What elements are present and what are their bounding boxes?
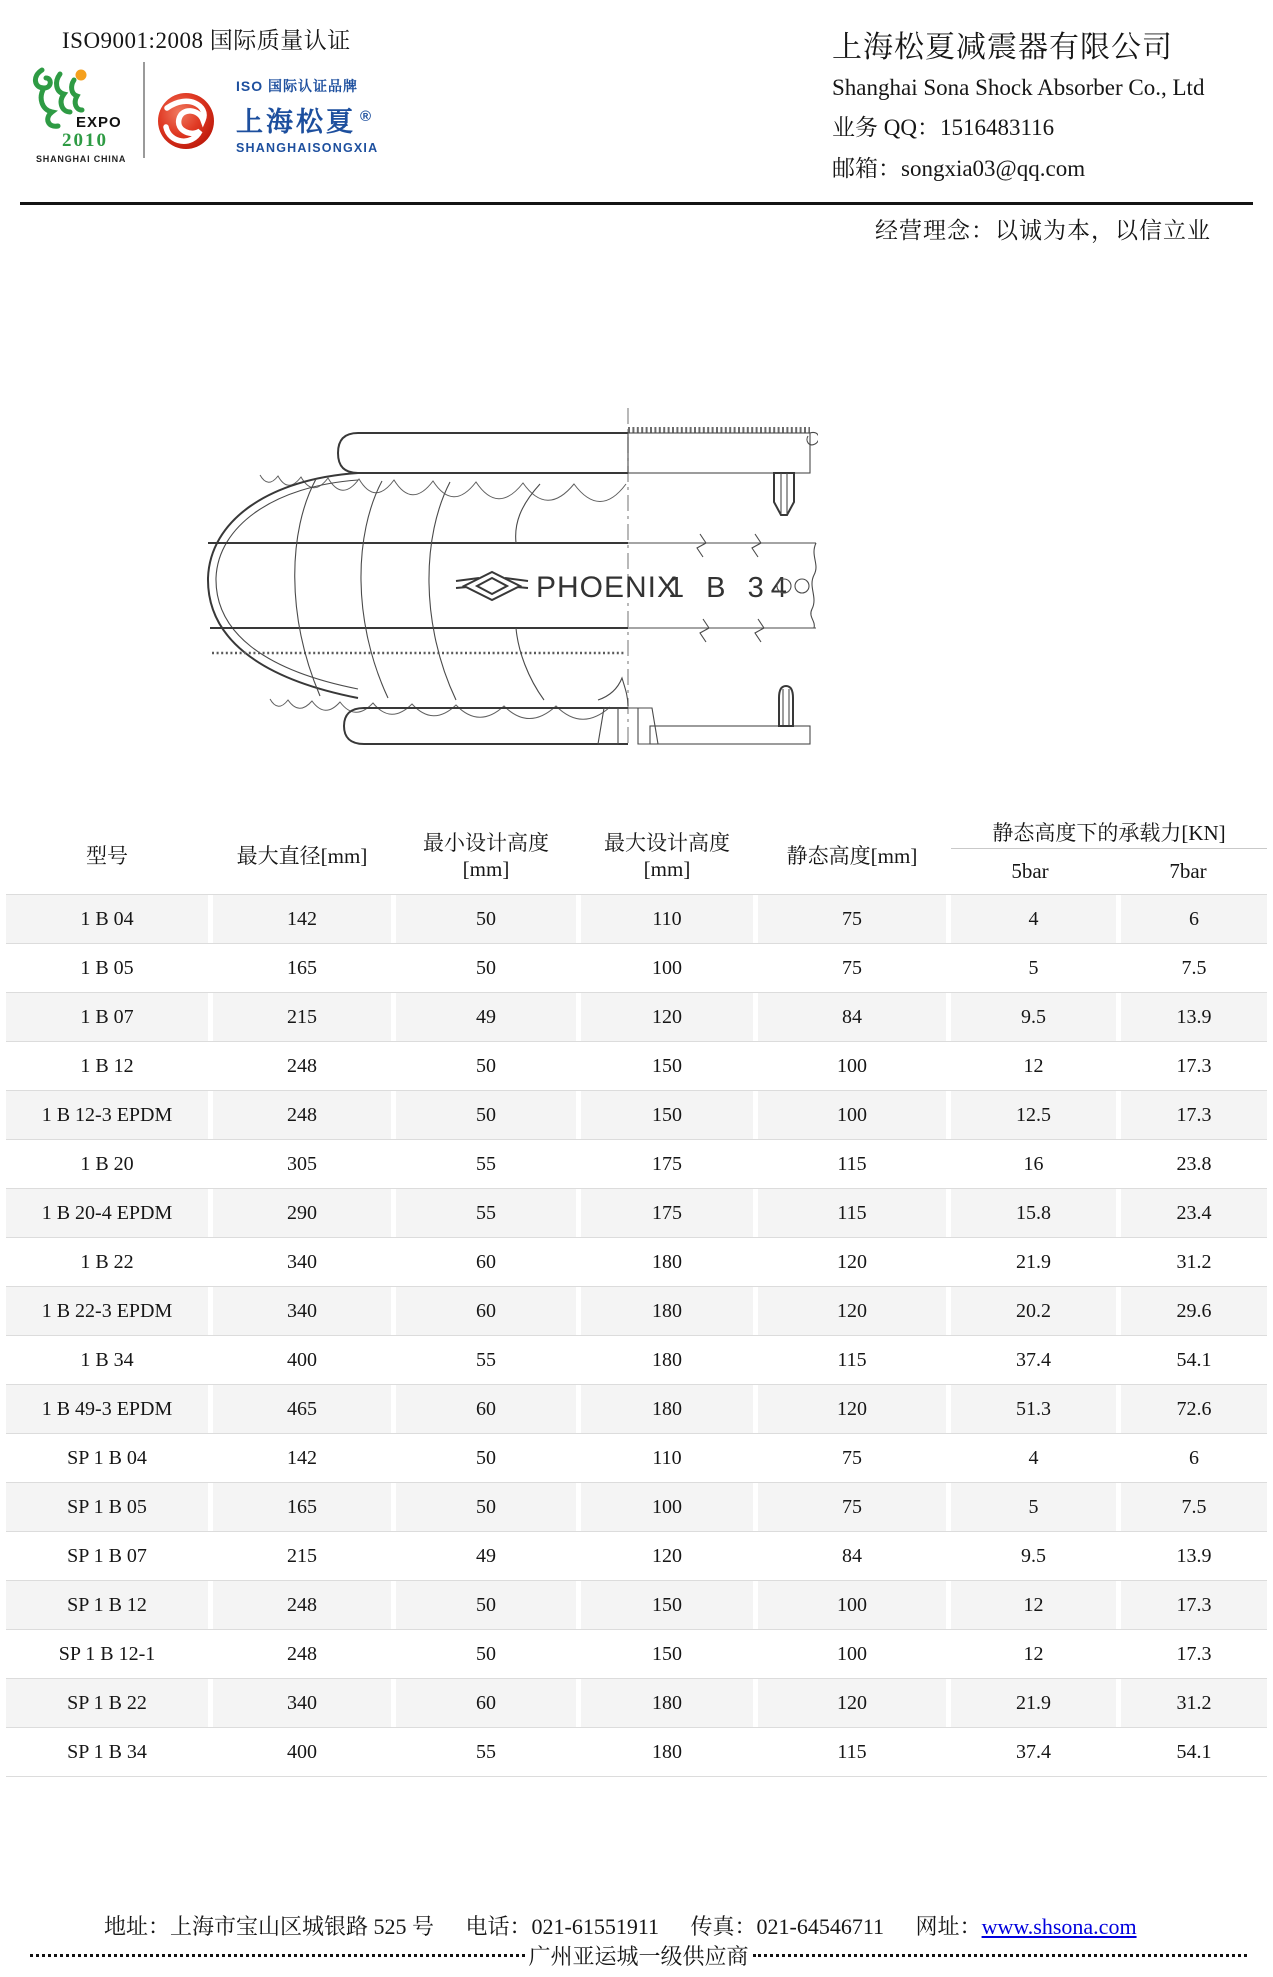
table-cell: 6: [1121, 895, 1267, 943]
header-min-line2: [mm]: [462, 857, 510, 881]
table-cell: 248: [287, 1055, 317, 1077]
table-row: [6, 943, 1267, 992]
table-cell: SP 1 B 07: [67, 1545, 147, 1567]
table-cell: 175: [652, 1153, 682, 1175]
table-body: [6, 894, 1267, 1777]
table-cell: 1 B 05: [80, 957, 134, 979]
registered-mark: ®: [360, 108, 372, 125]
table-cell: 400: [287, 1349, 317, 1371]
table-cell: 1 B 04: [6, 895, 208, 943]
table-cell: 50: [476, 957, 496, 979]
table-cell: 248: [213, 1581, 391, 1629]
table-row: [6, 1286, 1267, 1335]
table-cell: 1 B 20: [80, 1153, 134, 1175]
dotted-line-right: [753, 1954, 1248, 1957]
table-cell: 215: [287, 1545, 317, 1567]
table-cell: 120: [652, 1545, 682, 1567]
table-cell: 120: [758, 1287, 946, 1335]
table-cell: 51.3: [951, 1385, 1116, 1433]
expo-word: EXPO: [76, 114, 122, 131]
table-cell: 12: [1023, 1643, 1044, 1665]
table-cell: 100: [581, 1483, 753, 1531]
slogan-text: 经营理念：以诚为本，以信立业: [875, 218, 1211, 243]
table-cell: 21.9: [1016, 1251, 1051, 1273]
footer-fax: 传真：021-64546711: [690, 1914, 885, 1939]
table-cell: 180: [652, 1251, 682, 1273]
table-cell: 9.5: [1021, 1545, 1046, 1567]
table-cell: 6: [1189, 1447, 1199, 1469]
table-cell: 1 B 07: [6, 993, 208, 1041]
table-cell: 290: [213, 1189, 391, 1237]
table-cell: 75: [758, 1483, 946, 1531]
table-cell: 54.1: [1176, 1741, 1212, 1763]
table-cell: 120: [758, 1679, 946, 1727]
table-cell: 84: [842, 1545, 862, 1567]
table-row: [6, 1433, 1267, 1482]
table-cell: 400: [287, 1741, 317, 1763]
songxia-name-en: SHANGHAISONGXIA: [236, 141, 379, 155]
table-cell: 1 B 34: [80, 1349, 134, 1371]
table-cell: 49: [476, 1545, 496, 1567]
table-cell: 1 B 22-3 EPDM: [6, 1287, 208, 1335]
table-cell: SP 1 B 04: [67, 1447, 147, 1469]
table-cell: 100: [837, 1643, 867, 1665]
header-static-height: 静态高度[mm]: [786, 844, 918, 868]
table-cell: 180: [581, 1679, 753, 1727]
company-name-cn: 上海松夏减震器有限公司: [832, 31, 1173, 64]
table-cell: 7.5: [1181, 957, 1207, 979]
table-row: [6, 1482, 1267, 1531]
supplier-banner: [30, 1938, 1247, 1972]
table-cell: 150: [581, 1091, 753, 1139]
table-cell: 7.5: [1121, 1483, 1267, 1531]
expo-city: SHANGHAI CHINA: [36, 154, 127, 164]
table-cell: 17.3: [1121, 1091, 1267, 1139]
table-cell: 340: [213, 1287, 391, 1335]
table-cell: 50: [476, 1055, 496, 1077]
supplier-banner-text: 广州亚运城一级供应商: [528, 1943, 749, 1969]
table-cell: 13.9: [1121, 993, 1267, 1041]
table-cell: 17.3: [1121, 1581, 1267, 1629]
table-cell: 13.9: [1176, 1545, 1212, 1567]
table-cell: 1 B 49-3 EPDM: [6, 1385, 208, 1433]
table-cell: 165: [213, 1483, 391, 1531]
company-name-en: Shanghai Sona Shock Absorber Co., Ltd: [832, 75, 1205, 100]
table-cell: 165: [287, 957, 317, 979]
table-cell: 23.8: [1176, 1153, 1212, 1175]
company-qq: 业务 QQ：1516483116: [832, 115, 1055, 140]
table-cell: 1 B 12: [80, 1055, 134, 1077]
table-cell: 180: [652, 1349, 682, 1371]
table-cell: 60: [476, 1251, 496, 1273]
table-cell: 115: [758, 1189, 946, 1237]
footer-address: 地址：上海市宝山区城银路 525 号: [104, 1914, 435, 1939]
table-cell: 305: [287, 1153, 317, 1175]
table-cell: 49: [396, 993, 576, 1041]
footer-web-label: 网址：: [915, 1914, 982, 1939]
expo-year: 2010: [62, 130, 108, 151]
table-cell: 100: [758, 1581, 946, 1629]
table-row: [6, 1041, 1267, 1090]
iso-certification-text: ISO9001:2008 国际质量认证: [62, 28, 351, 53]
table-cell: 16: [1023, 1153, 1044, 1175]
table-cell: 120: [837, 1251, 867, 1273]
table-cell: 31.2: [1121, 1679, 1267, 1727]
phoenix-diamond-icon: [456, 572, 528, 600]
table-cell: 29.6: [1121, 1287, 1267, 1335]
songxia-name-text: 上海松夏: [236, 107, 356, 137]
table-cell: 72.6: [1121, 1385, 1267, 1433]
table-row: [6, 1335, 1267, 1384]
table-cell: 248: [287, 1643, 317, 1665]
product-spec-table: [6, 818, 1267, 1777]
footer-phone: 电话：021-61551911: [465, 1914, 660, 1939]
table-row: [6, 1678, 1267, 1727]
table-cell: 5: [951, 1483, 1116, 1531]
table-cell: 4: [1028, 1447, 1039, 1469]
table-cell: 54.1: [1176, 1349, 1212, 1371]
header-max-design-height: [581, 818, 753, 894]
table-cell: 180: [581, 1385, 753, 1433]
table-cell: 5: [1028, 957, 1039, 979]
table-cell: SP 1 B 12-1: [58, 1643, 156, 1665]
table-cell: 55: [476, 1741, 496, 1763]
table-cell: 50: [396, 1581, 576, 1629]
header-5bar: 5bar: [1011, 859, 1049, 883]
table-cell: 180: [652, 1741, 682, 1763]
table-cell: 15.8: [951, 1189, 1116, 1237]
table-cell: 150: [652, 1055, 682, 1077]
header-max-line2: [mm]: [643, 857, 691, 881]
table-cell: 120: [581, 993, 753, 1041]
table-cell: 37.4: [1016, 1741, 1051, 1763]
table-cell: 115: [837, 1741, 867, 1763]
table-cell: SP 1 B 12: [6, 1581, 208, 1629]
table-cell: 12.5: [951, 1091, 1116, 1139]
table-cell: 17.3: [1176, 1643, 1212, 1665]
songxia-logo: [236, 76, 378, 155]
table-cell: 1 B 22: [80, 1251, 134, 1273]
header-min-design-height: [396, 818, 576, 894]
table-cell: 55: [396, 1189, 576, 1237]
songxia-tagline: ISO 国际认证品牌: [236, 78, 359, 94]
songxia-ball-icon: [156, 90, 216, 152]
header-max-diameter: 最大直径[mm]: [236, 844, 368, 868]
header-load-label: 静态高度下的承载力[KN]: [951, 818, 1267, 849]
table-row: [6, 1090, 1267, 1139]
table-cell: 50: [396, 1091, 576, 1139]
drawing-model-text: 1 B 34: [668, 572, 794, 604]
table-cell: 180: [581, 1287, 753, 1335]
table-row: [6, 1384, 1267, 1433]
table-cell: 75: [842, 957, 862, 979]
table-cell: SP 1 B 05: [6, 1483, 208, 1531]
table-row: [6, 1237, 1267, 1286]
table-cell: 150: [581, 1581, 753, 1629]
header-max-line1: 最大设计高度: [604, 831, 730, 855]
table-cell: 120: [758, 1385, 946, 1433]
table-cell: 12: [1023, 1055, 1044, 1077]
table-cell: 17.3: [1176, 1055, 1212, 1077]
table-row: [6, 1531, 1267, 1580]
table-cell: 150: [652, 1643, 682, 1665]
table-row: [6, 1727, 1267, 1776]
company-email: 邮箱：songxia03@qq.com: [832, 156, 1086, 181]
table-header: [6, 818, 1267, 894]
table-row: [6, 1188, 1267, 1237]
table-cell: SP 1 B 22: [6, 1679, 208, 1727]
table-cell: 60: [396, 1287, 576, 1335]
header-7bar: 7bar: [1169, 859, 1207, 883]
table-cell: 4: [951, 895, 1116, 943]
header-min-line1: 最小设计高度: [423, 831, 549, 855]
dotted-line-left: [30, 1954, 525, 1957]
table-cell: 340: [213, 1679, 391, 1727]
table-row: [6, 894, 1267, 943]
footer-contact-line: [104, 1910, 1137, 1941]
table-cell: 50: [396, 895, 576, 943]
website-link[interactable]: www.shsona.com: [981, 1914, 1137, 1939]
table-cell: 465: [213, 1385, 391, 1433]
table-cell: 21.9: [951, 1679, 1116, 1727]
table-cell: 9.5: [951, 993, 1116, 1041]
table-cell: 50: [396, 1483, 576, 1531]
header-model: 型号: [86, 844, 128, 868]
logo-divider: [143, 62, 145, 158]
table-cell: 55: [476, 1349, 496, 1371]
table-cell: 20.2: [951, 1287, 1116, 1335]
table-row: [6, 992, 1267, 1041]
table-cell: 142: [287, 1447, 317, 1469]
table-cell: 60: [396, 1679, 576, 1727]
table-row: [6, 1629, 1267, 1678]
table-cell: 100: [758, 1091, 946, 1139]
table-row: [6, 1580, 1267, 1629]
table-cell: 1 B 20-4 EPDM: [6, 1189, 208, 1237]
table-cell: 1 B 12-3 EPDM: [6, 1091, 208, 1139]
table-cell: 37.4: [1016, 1349, 1051, 1371]
table-cell: 100: [837, 1055, 867, 1077]
table-row: [6, 1139, 1267, 1188]
table-cell: 55: [476, 1153, 496, 1175]
table-cell: 340: [287, 1251, 317, 1273]
table-cell: 12: [951, 1581, 1116, 1629]
table-cell: 31.2: [1176, 1251, 1212, 1273]
header-divider-rule: [20, 202, 1253, 205]
table-cell: 248: [213, 1091, 391, 1139]
songxia-name-cn: [236, 100, 378, 139]
company-info-block: [832, 22, 1204, 183]
drawing-brand-text: PHOENIX: [536, 571, 679, 604]
table-cell: 50: [476, 1643, 496, 1665]
table-cell: 84: [758, 993, 946, 1041]
table-cell: 75: [758, 895, 946, 943]
table-cell: 115: [837, 1153, 867, 1175]
table-cell: 23.4: [1121, 1189, 1267, 1237]
expo-2010-logo: [26, 64, 138, 164]
table-cell: SP 1 B 34: [67, 1741, 147, 1763]
table-cell: 142: [213, 895, 391, 943]
table-cell: 60: [396, 1385, 576, 1433]
air-spring-technical-drawing: [198, 316, 818, 748]
header-load-group: [951, 818, 1267, 894]
table-cell: 110: [581, 895, 753, 943]
table-cell: 115: [837, 1349, 867, 1371]
table-cell: 215: [213, 993, 391, 1041]
table-cell: 110: [652, 1447, 682, 1469]
table-cell: 100: [652, 957, 682, 979]
table-cell: 75: [842, 1447, 862, 1469]
table-cell: 175: [581, 1189, 753, 1237]
table-cell: 50: [476, 1447, 496, 1469]
